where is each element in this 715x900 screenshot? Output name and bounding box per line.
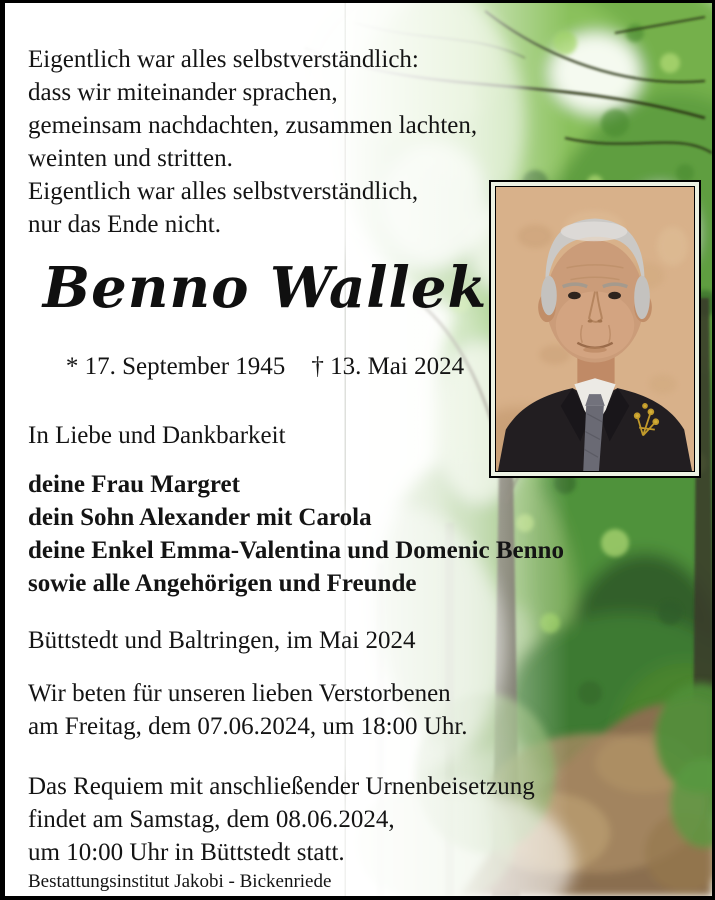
opening-verse	[28, 43, 477, 241]
requiem-announcement	[28, 770, 535, 869]
verse-line: Eigentlich war alles selbstverständlich,	[28, 178, 419, 205]
obituary-text	[5, 3, 712, 896]
prayer-announcement	[28, 677, 468, 743]
family-line: dein Sohn Alexander mit Carola	[28, 504, 372, 531]
prayer-line: Wir beten für unseren lieben Verstorbenen	[28, 680, 451, 707]
deceased-name-wrap	[5, 255, 525, 321]
requiem-line: findet am Samstag, dem 08.06.2024,	[28, 806, 395, 833]
deceased-name: Benno Wallek	[42, 255, 488, 321]
verse-line: gemeinsam nachdachten, zusammen lachten,	[28, 112, 478, 139]
requiem-line: um 10:00 Uhr in Büttstedt statt.	[28, 839, 345, 866]
family-line: deine Frau Margret	[28, 471, 240, 498]
death-date: † 13. Mai 2024	[311, 353, 465, 380]
verse-line: weinten und stritten.	[28, 145, 233, 172]
mourning-family	[28, 468, 564, 600]
verse-line: dass wir miteinander sprachen,	[28, 79, 338, 106]
family-line: deine Enkel Emma-Valentina und Domenic Benno	[28, 537, 564, 564]
verse-line: nur das Ende nicht.	[28, 211, 222, 238]
intro-line: In Liebe und Dankbarkeit	[28, 422, 286, 449]
prayer-line: am Freitag, dem 07.06.2024, um 18:00 Uhr.	[28, 713, 468, 740]
place-date-line: Büttstedt und Baltringen, im Mai 2024	[28, 627, 416, 654]
life-dates	[5, 353, 525, 381]
verse-line: Eigentlich war alles selbstverständlich:	[28, 46, 419, 73]
family-line: sowie alle Angehörigen und Freunde	[28, 570, 417, 597]
birth-date: * 17. September 1945	[65, 353, 286, 380]
requiem-line: Das Requiem mit anschließender Urnenbeisetzung	[28, 773, 535, 800]
funeral-home-credit: Bestattungsinstitut Jakobi - Bickenriede	[28, 871, 332, 892]
